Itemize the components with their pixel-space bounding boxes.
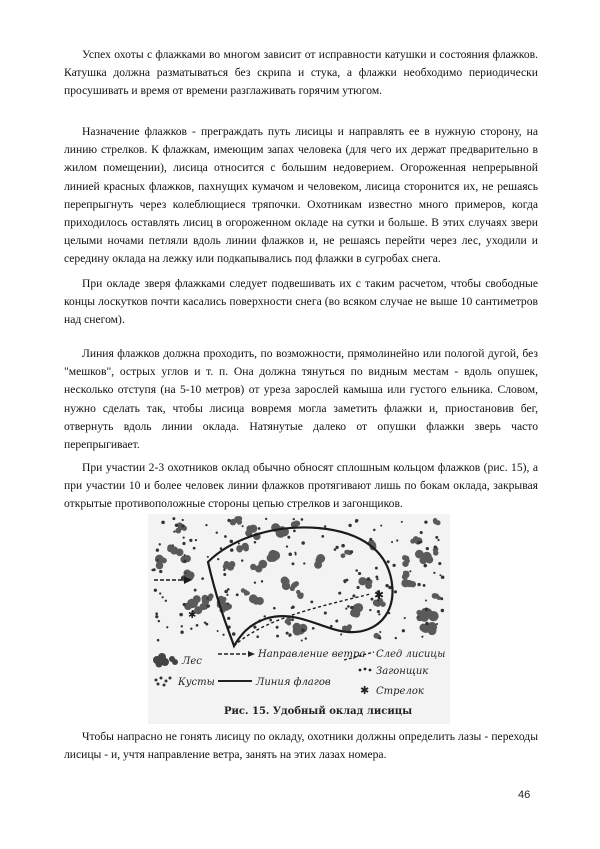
- legend-beater-icon: [359, 668, 372, 672]
- bush-dot: [409, 570, 411, 572]
- bush-dot: [155, 615, 158, 618]
- bush-dot: [396, 539, 398, 541]
- bush-dot: [242, 525, 244, 527]
- bush-dot: [288, 634, 291, 637]
- bush-dot: [377, 610, 380, 613]
- bush-dot: [292, 562, 295, 565]
- bush-dot: [335, 620, 338, 623]
- page-number: 46: [518, 789, 531, 801]
- bush-dot: [224, 590, 228, 594]
- bush-dot: [162, 596, 164, 598]
- bush-dot: [376, 578, 378, 580]
- bush-dot: [195, 539, 197, 541]
- bush-dot: [417, 616, 419, 618]
- paragraph-4: Линия флажков должна проходить, по возможности, прямолинейно или пологой дугой, без "мешков", острых углов и т. п. Она должна тянуться по видным местам - вдоль опушек, несколько отступя (на 5-10 метров) от уреза зарослей камыша или густого ельника. Словом, нужно сделать так, чтобы лисица вовремя могла заметить флажки и, приостановив бег, отвернуть вдоль линии оклада. Натянутые далеко от опушки флажки зверь часто перепрыгивает.: [64, 347, 538, 452]
- paragraph-1: Успех охоты с флажками во многом зависит от исправности катушки и состояния флажков. Катушка должна разматываться без скрипа и стука, а флажки необходимо периодически просушивать и время от времени разглаживать горячим утюгом.: [64, 48, 538, 98]
- bush-dot: [348, 524, 351, 527]
- bush-dot: [196, 624, 199, 627]
- bush-dot: [222, 634, 224, 636]
- forest-clump: [433, 518, 441, 525]
- bush-dot: [378, 613, 380, 615]
- legend-shooter-icon: ✱: [360, 685, 370, 697]
- bush-dot: [182, 519, 184, 521]
- forest-clump: [155, 555, 167, 570]
- bush-dot: [172, 517, 175, 520]
- bush-dot: [350, 550, 353, 553]
- bush-dot: [205, 524, 207, 526]
- forest-clump: [350, 603, 363, 617]
- bush-dot: [395, 637, 397, 639]
- figure-caption: Рис. 15. Удобный оклад лисицы: [224, 706, 413, 717]
- bush-dot: [345, 608, 347, 610]
- bush-dot: [182, 542, 185, 545]
- bush-dot: [190, 628, 192, 630]
- forest-clump: [296, 590, 304, 599]
- bush-dot: [438, 562, 441, 565]
- bush-dot: [205, 623, 208, 626]
- bush-dot: [288, 552, 292, 556]
- bush-dot: [238, 542, 240, 544]
- forest-clump: [267, 550, 281, 562]
- bush-dot: [227, 519, 230, 522]
- bush-dot: [287, 536, 290, 539]
- bush-dot: [421, 636, 423, 638]
- forest-clump: [432, 593, 441, 600]
- bush-dot: [253, 626, 256, 629]
- forest-clump: [281, 577, 291, 591]
- bush-dot: [254, 541, 257, 544]
- bush-dot: [226, 594, 228, 596]
- bush-dot: [334, 548, 337, 551]
- bush-dot: [227, 603, 229, 605]
- bush-dot: [183, 560, 186, 563]
- bush-dot: [224, 535, 227, 538]
- bush-dot: [321, 535, 324, 538]
- forest-clump: [285, 617, 292, 625]
- wind-arrow: [154, 576, 192, 584]
- bush-dot: [273, 607, 276, 610]
- legend-beaters-label: Загонщик: [376, 666, 429, 677]
- bush-dot: [401, 521, 403, 523]
- legend-shooters-label: Стрелок: [376, 686, 424, 697]
- bush-dot: [189, 539, 192, 542]
- bush-dot: [375, 575, 378, 578]
- bush-dot: [256, 635, 259, 638]
- bush-dot: [286, 632, 289, 635]
- forest-clump: [402, 571, 410, 580]
- bush-dot: [341, 544, 345, 548]
- bush-dot: [157, 639, 160, 642]
- legend: [153, 649, 445, 697]
- bush-dot: [379, 631, 381, 633]
- bush-dot: [352, 594, 355, 597]
- bush-dot: [276, 635, 279, 638]
- forest-bush-pattern: [151, 516, 444, 642]
- bush-dot: [350, 606, 353, 609]
- bush-dot: [394, 590, 397, 593]
- bush-dot: [223, 573, 226, 576]
- bush-dot: [156, 548, 159, 551]
- bush-dot: [371, 598, 374, 601]
- paragraph-3: При окладе зверя флажками следует подвешивать их с таким расчетом, чтобы свободные концы лоскутков почти касались поверхности снега (во всяком случае не выше 10 сантиметров над снегом).: [64, 277, 538, 327]
- bush-dot: [180, 631, 183, 634]
- bush-dot: [355, 520, 358, 523]
- bush-dot: [357, 586, 360, 589]
- bush-dot: [385, 584, 388, 587]
- bush-dot: [424, 521, 427, 524]
- bush-dot: [417, 541, 420, 544]
- legend-bushes-icon: [155, 677, 172, 687]
- bush-dot: [179, 613, 182, 616]
- bush-dot: [441, 609, 444, 612]
- bush-dot: [194, 589, 197, 592]
- figure-illustration: [148, 514, 450, 724]
- bush-dot: [166, 626, 168, 628]
- bush-dot: [420, 541, 422, 543]
- forest-clump: [401, 579, 416, 587]
- bush-dot: [201, 577, 204, 580]
- bush-dot: [335, 546, 338, 549]
- bush-dot: [425, 599, 427, 601]
- bush-dot: [435, 536, 438, 539]
- bush-dot: [301, 628, 305, 632]
- bush-dot: [217, 630, 219, 632]
- bush-dot: [404, 617, 406, 619]
- bush-dot: [159, 570, 162, 573]
- bush-dot: [183, 603, 186, 606]
- bush-dot: [173, 530, 175, 532]
- bush-dot: [392, 564, 395, 567]
- forest-clump: [402, 555, 410, 567]
- bush-dot: [286, 545, 288, 547]
- bush-dot: [312, 627, 315, 630]
- bush-dot: [391, 541, 393, 543]
- bush-dot: [293, 518, 295, 520]
- bush-dot: [355, 569, 358, 572]
- bush-dot: [305, 637, 307, 639]
- bush-dot: [161, 521, 165, 525]
- bush-dot: [380, 525, 382, 527]
- bush-dot: [258, 527, 261, 530]
- forest-clump: [250, 560, 267, 573]
- bush-dot: [181, 524, 184, 527]
- bush-dot: [175, 524, 178, 527]
- bush-dot: [291, 605, 294, 608]
- bush-dot: [293, 530, 296, 533]
- bush-dot: [172, 544, 174, 546]
- bush-dot: [185, 572, 187, 574]
- bush-dot: [338, 592, 341, 595]
- forest-clump: [410, 536, 422, 544]
- bush-dot: [378, 637, 381, 640]
- bush-dot: [295, 553, 297, 555]
- bush-dot: [425, 608, 429, 612]
- legend-wind-label: Направление ветра: [258, 649, 366, 660]
- bush-dot: [181, 625, 183, 627]
- bush-dot: [155, 612, 158, 615]
- bush-dot: [324, 525, 326, 527]
- forest-clump: [420, 608, 439, 622]
- bush-dot: [151, 569, 153, 571]
- forest-clump: [249, 594, 264, 605]
- bush-dot: [369, 538, 372, 541]
- forest-clump: [358, 577, 372, 589]
- bush-dot: [423, 584, 426, 587]
- paragraph-6: Чтобы напрасно не гонять лисицу по окладу, охотники должны определить лазы - переходы лисицы - и, учтя направление ветра, занять на этих лазах номера.: [64, 730, 538, 762]
- paragraph-2: Назначение флажков - преграждать путь лисицы и направлять ее в нужную сторону, на линию стрелков. К флажкам, имеющим запах человека (для чего их держат предварительно в жилом помещении), лисица относится с большим недоверием. Огороженная непрерывной линией красных флажков, пахнущих кумачом и человеком, лисица сторонится их, не решаясь перепрыгнуть через колеблющиеся тряпочки. Охотникам известно много примеров, когда приходилось оставлять лисиц в огороженном окладе на сутки и больше. В этих случаях звери целыми ночами петляли вдоль линии флажков и, не решаясь перейти через лес, уходили и середину оклада на лежку или подкапывались под флажки в сугробах снега.: [64, 125, 538, 266]
- bush-dot: [159, 543, 161, 545]
- bush-dot: [154, 589, 157, 592]
- bush-dot: [441, 575, 445, 579]
- bush-dot: [227, 617, 230, 620]
- bush-dot: [423, 564, 426, 567]
- shooter-star-icon: ✱: [188, 610, 197, 621]
- bush-dot: [347, 605, 350, 608]
- bush-dot: [261, 580, 263, 582]
- bush-dot: [340, 633, 342, 635]
- bush-dot: [159, 592, 161, 594]
- bush-dot: [301, 518, 304, 521]
- figure-fox-enclosure: [148, 514, 450, 724]
- bush-dot: [367, 577, 371, 581]
- bush-dot: [232, 632, 236, 636]
- bush-dot: [310, 600, 313, 603]
- bush-dot: [223, 569, 225, 571]
- bush-dot: [358, 572, 361, 575]
- bush-dot: [230, 548, 233, 551]
- bush-dot: [276, 626, 279, 629]
- bush-dot: [263, 615, 265, 617]
- forest-clump: [314, 554, 325, 569]
- bush-dot: [157, 559, 159, 561]
- bush-dot: [216, 531, 218, 533]
- bush-dot: [433, 572, 435, 574]
- legend-forest-label: Лес: [182, 656, 202, 667]
- bush-dot: [303, 562, 305, 564]
- bush-dot: [165, 600, 167, 602]
- bush-dot: [207, 556, 209, 558]
- bush-dot: [301, 639, 303, 641]
- paragraph-5: При участии 2-3 охотников оклад обычно обносят сплошным кольцом флажков (рис. 15), а при участии 10 и более человек линии флажков протягивают лишь по бокам оклада, закрывая открытые противоположные стороны цепью стрелков и загонщиков.: [64, 461, 538, 511]
- bush-dot: [269, 619, 272, 622]
- bush-dot: [417, 583, 420, 586]
- bush-dot: [440, 597, 443, 600]
- bush-dot: [207, 597, 209, 599]
- forest-clump: [293, 623, 308, 636]
- legend-forest-icon: [153, 653, 178, 668]
- bush-dot: [291, 618, 294, 621]
- bush-dot: [227, 588, 230, 591]
- bush-dot: [373, 529, 376, 532]
- bush-dot: [375, 567, 378, 570]
- legend-flags-label: Линия флагов: [256, 677, 331, 688]
- bush-dot: [158, 620, 160, 622]
- shooter-star-icon: ✱: [374, 588, 385, 602]
- bush-dot: [265, 518, 267, 520]
- legend-bushes-label: Кусты: [178, 677, 215, 688]
- forest-clump: [236, 543, 249, 553]
- bush-dot: [230, 540, 233, 543]
- bush-dot: [241, 559, 243, 561]
- bush-dot: [254, 581, 256, 583]
- forest-clump: [290, 581, 299, 591]
- bush-dot: [301, 541, 304, 544]
- bush-dot: [324, 611, 327, 614]
- bush-dot: [236, 593, 239, 596]
- bush-dot: [402, 629, 405, 632]
- bush-dot: [439, 574, 441, 576]
- bush-dot: [369, 609, 371, 611]
- bush-dot: [437, 539, 439, 541]
- bush-dot: [426, 547, 429, 550]
- forest-clump: [241, 588, 250, 595]
- bush-dot: [387, 560, 390, 563]
- bush-dot: [183, 537, 185, 539]
- forest-clump: [230, 516, 242, 525]
- bush-dot: [420, 531, 423, 534]
- bush-dot: [434, 545, 437, 548]
- bush-dot: [217, 558, 219, 560]
- bush-dot: [207, 604, 210, 607]
- legend-fox-track-label: След лисицы: [376, 649, 446, 660]
- bush-dot: [193, 547, 196, 550]
- legend-wind-icon: [218, 651, 255, 657]
- bush-dot: [436, 623, 438, 625]
- bush-dot: [425, 622, 428, 625]
- bush-dot: [343, 579, 346, 582]
- bush-dot: [184, 554, 186, 556]
